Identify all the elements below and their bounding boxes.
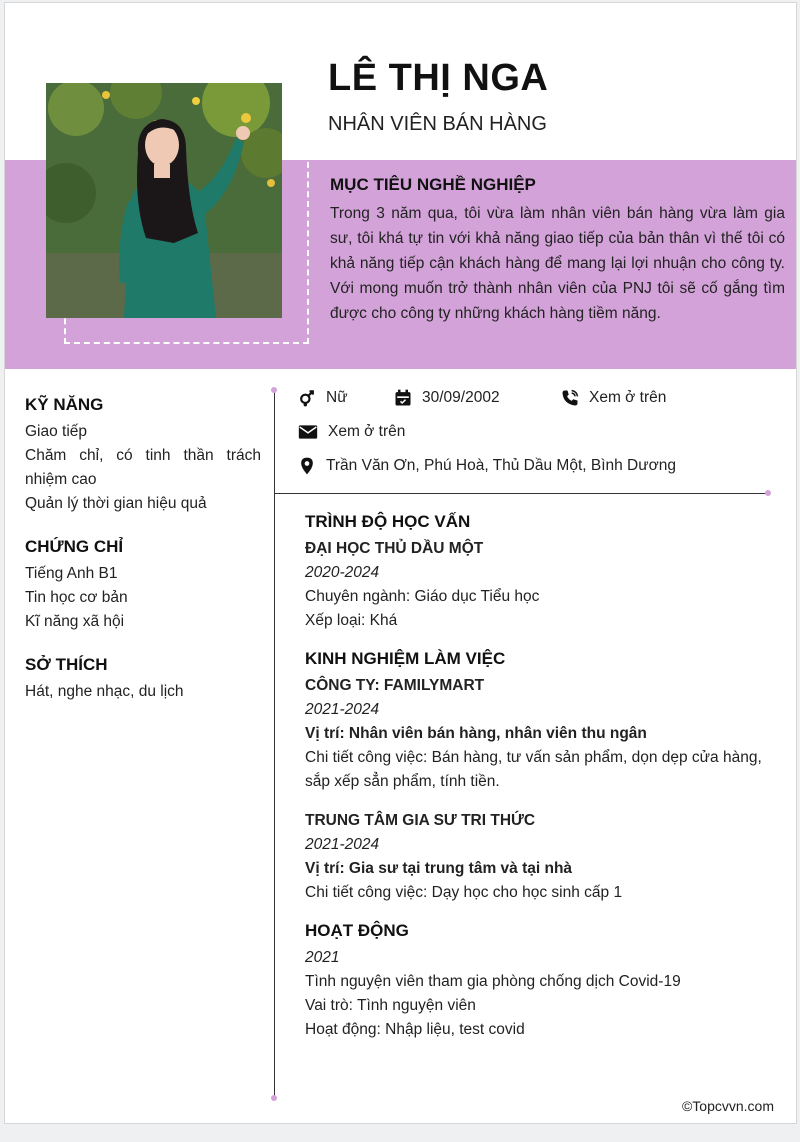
certificate-item: Kĩ năng xã hội (25, 613, 125, 630)
objective-text: Trong 3 năm qua, tôi vừa làm nhân viên bán hàng vừa làm gia sư, tôi khá tự tin với khả năng giao tiếp của bản thân vì thế tôi có khả năng tiếp cận khách hàng để mang lại lợi nhuận cho công ty. Với mong muốn trở thành nhân viên của PNJ tôi sẽ cố gắng tìm được cho công ty những khách hàng tiềm năng. (330, 205, 785, 322)
profile-photo (46, 83, 282, 318)
education-years: 2020-2024 (305, 564, 380, 581)
job-company: CÔNG TY: FAMILYMART (305, 677, 485, 694)
address-value: Trần Văn Ơn, Phú Hoà, Thủ Dầu Một, Bình Dương (326, 457, 677, 474)
education-school: ĐẠI HỌC THỦ DẦU MỘT (305, 540, 484, 557)
footer-brand[interactable]: ©Topcvvn.com (681, 1098, 774, 1114)
divider-dot-top (271, 387, 277, 393)
location-icon (297, 456, 317, 476)
education-grade: Xếp loại: Khá (305, 612, 398, 629)
hobbies-title: SỞ THÍCH (25, 655, 108, 674)
job-position: Vị trí: Gia sư tại trung tâm và tại nhà (305, 860, 573, 877)
email-icon (297, 422, 319, 442)
skill-item: Quản lý thời gian hiệu quả (25, 495, 207, 512)
activity-line: Vai trò: Tình nguyện viên (305, 997, 476, 1014)
contact-birthday (393, 388, 500, 408)
birthday-value: 30/09/2002 (422, 389, 500, 406)
contact-email (297, 422, 405, 442)
skills-title: KỸ NĂNG (25, 395, 104, 414)
skill-item: Chăm chỉ, có tinh thần trách nhiệm cao (25, 447, 261, 488)
candidate-role: NHÂN VIÊN BÁN HÀNG (328, 113, 547, 135)
activity-year: 2021 (305, 949, 340, 966)
hobbies-text: Hát, nghe nhạc, du lịch (25, 683, 184, 700)
candidate-name: LÊ THỊ NGA (328, 57, 549, 99)
job-company: TRUNG TÂM GIA SƯ TRI THỨC (305, 812, 536, 829)
column-divider (274, 390, 275, 1099)
job-years: 2021-2024 (305, 701, 380, 718)
contact-phone (560, 388, 666, 408)
gender-icon (297, 388, 317, 408)
divider-dot-right (765, 490, 771, 496)
contact-divider (275, 493, 769, 494)
gender-value: Nữ (326, 389, 348, 406)
activity-line: Tình nguyện viên tham gia phòng chống dịch Covid-19 (305, 973, 681, 990)
job-detail: Chi tiết công việc: Bán hàng, tư vấn sản phẩm, dọn dẹp cửa hàng, sắp xếp sẳn phẩm, tính tiền. (305, 749, 762, 790)
certificates-title: CHỨNG CHỈ (25, 537, 124, 556)
calendar-icon (393, 388, 413, 408)
activities-title: HOẠT ĐỘNG (305, 921, 409, 940)
job-detail: Chi tiết công việc: Dạy học cho học sinh cấp 1 (305, 884, 623, 901)
objective-title: MỤC TIÊU NGHỀ NGHIỆP (330, 175, 536, 194)
contact-address (297, 456, 676, 476)
cv-page (4, 2, 797, 1124)
divider-dot-bottom (271, 1095, 277, 1101)
email-value: Xem ở trên (328, 423, 406, 440)
activity-line: Hoạt động: Nhập liệu, test covid (305, 1021, 525, 1038)
certificate-item: Tin học cơ bản (25, 589, 128, 606)
skill-item: Giao tiếp (25, 423, 88, 440)
job-years: 2021-2024 (305, 836, 380, 853)
phone-icon (560, 388, 580, 408)
education-major: Chuyên ngành: Giáo dục Tiểu học (305, 588, 540, 605)
education-title: TRÌNH ĐỘ HỌC VẤN (305, 512, 471, 531)
certificate-item: Tiếng Anh B1 (25, 565, 118, 582)
job-position: Vị trí: Nhân viên bán hàng, nhân viên thu ngân (305, 725, 647, 742)
contact-gender (297, 388, 348, 408)
phone-value: Xem ở trên (589, 389, 667, 406)
experience-title: KINH NGHIỆM LÀM VIỆC (305, 649, 506, 668)
